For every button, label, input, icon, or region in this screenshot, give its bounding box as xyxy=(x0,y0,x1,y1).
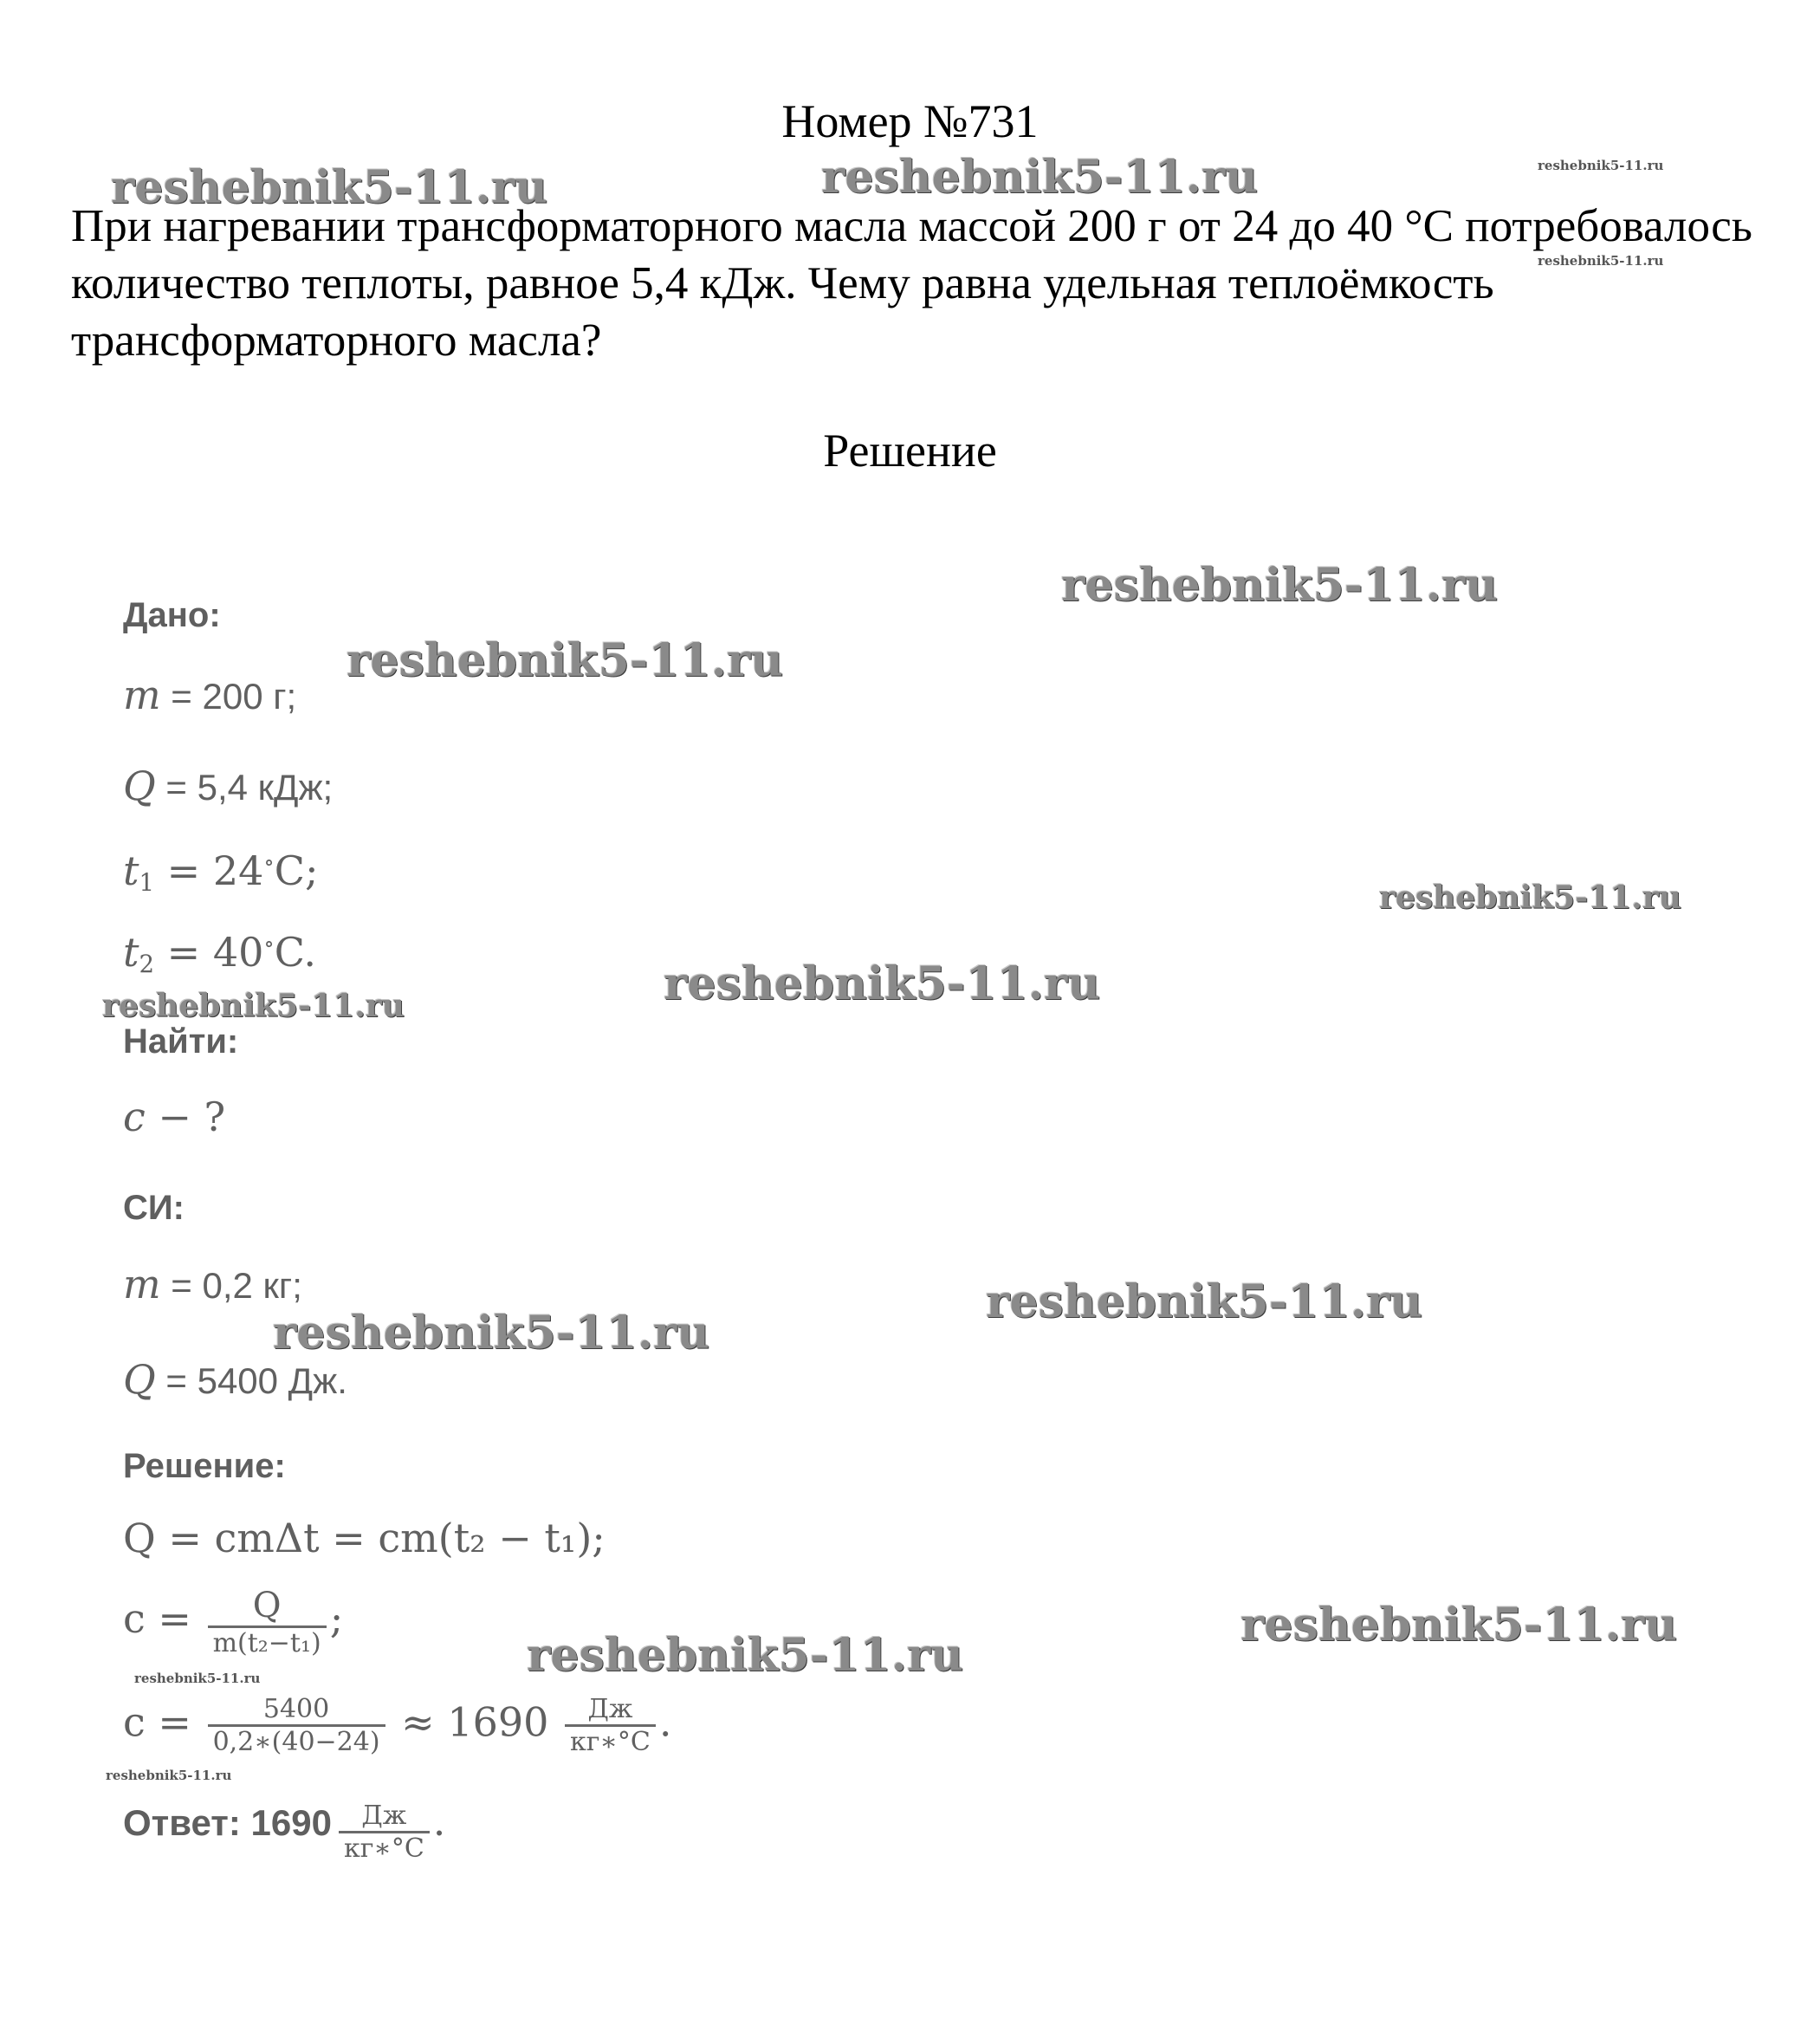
subscript-2: 2 xyxy=(139,949,155,978)
answer-unit-fraction xyxy=(339,1801,430,1864)
watermark: reshebnik5-11.ru xyxy=(821,151,1259,204)
given-heat-value: = 5,4 кДж; xyxy=(155,767,334,808)
unit-fraction xyxy=(565,1694,656,1757)
given-t2 xyxy=(123,929,316,978)
unit-numerator: Дж xyxy=(339,1801,430,1833)
watermark: reshebnik5-11.ru xyxy=(986,1275,1423,1328)
watermark: reshebnik5-11.ru xyxy=(1379,879,1681,916)
given-t1-value: = 24 xyxy=(154,847,264,894)
symbol-t: t xyxy=(123,929,139,976)
symbol-m: m xyxy=(123,1261,161,1307)
c-formula xyxy=(123,1586,343,1658)
answer-line xyxy=(123,1798,445,1864)
find-question: − ? xyxy=(145,1093,226,1140)
problem-statement: При нагревании трансформаторного масла массой 200 г от 24 до 40 °С потребовалось количество теплоты, равное 5,4 кДж. Чему равна удельная теплоёмкость трансформаторного масла? xyxy=(71,201,1752,366)
watermark: reshebnik5-11.ru xyxy=(664,957,1101,1010)
watermark: reshebnik5-11.ru xyxy=(1538,158,1664,173)
watermark: reshebnik5-11.ru xyxy=(1061,559,1499,612)
watermark: reshebnik5-11.ru xyxy=(1538,253,1664,269)
fraction-numerator: 5400 xyxy=(208,1694,385,1727)
given-heat xyxy=(123,762,333,809)
degree-sign: ∘ xyxy=(263,931,275,957)
unit-numerator: Дж xyxy=(565,1694,656,1727)
section-title: Решение xyxy=(823,425,997,477)
period: . xyxy=(432,1798,446,1845)
fraction-q-over-mdt xyxy=(208,1586,327,1658)
page-title: Номер №731 xyxy=(781,95,1039,147)
watermark: reshebnik5-11.ru xyxy=(347,634,784,687)
given-mass xyxy=(123,672,296,718)
watermark: reshebnik5-11.ru xyxy=(273,1307,710,1359)
unit-denominator: кг∗°C xyxy=(570,1727,651,1757)
subscript-1: 1 xyxy=(139,867,155,897)
watermark: reshebnik5-11.ru xyxy=(106,1768,232,1783)
si-label: СИ: xyxy=(123,1189,185,1227)
si-mass xyxy=(123,1261,302,1307)
solution-label: Решение: xyxy=(123,1447,286,1485)
degree-sign: ∘ xyxy=(263,849,275,875)
approx-result: ≈ 1690 xyxy=(388,1698,549,1746)
symbol-q: Q xyxy=(123,1356,156,1403)
c-equals: c = xyxy=(123,1595,191,1642)
symbol-t: t xyxy=(123,847,139,894)
given-t1-unit: C; xyxy=(274,847,319,894)
fraction-numerator: Q xyxy=(208,1586,327,1628)
watermark: reshebnik5-11.ru xyxy=(111,161,548,214)
watermark: reshebnik5-11.ru xyxy=(527,1629,964,1682)
fraction-denominator: 0,2∗(40−24) xyxy=(212,1727,380,1757)
answer-text: Ответ: 1690 xyxy=(123,1802,332,1843)
symbol-q: Q xyxy=(123,762,156,809)
given-label: Дано: xyxy=(123,596,221,634)
si-heat xyxy=(123,1356,347,1403)
given-t2-unit: C. xyxy=(274,929,316,976)
period: . xyxy=(658,1698,672,1746)
c-equals: c = xyxy=(123,1698,191,1746)
semicolon: ; xyxy=(329,1595,344,1642)
given-t1 xyxy=(123,847,319,897)
si-mass-value: = 0,2 кг; xyxy=(160,1265,302,1306)
fraction-numeric xyxy=(208,1694,385,1757)
c-calculation xyxy=(123,1694,671,1757)
find-label: Найти: xyxy=(123,1022,239,1061)
watermark: reshebnik5-11.ru xyxy=(102,988,405,1024)
si-heat-value: = 5400 Дж. xyxy=(155,1360,347,1401)
given-t2-value: = 40 xyxy=(154,929,264,976)
watermark: reshebnik5-11.ru xyxy=(1240,1599,1678,1651)
given-mass-value: = 200 г; xyxy=(160,676,297,717)
find-target xyxy=(123,1093,225,1140)
symbol-c: c xyxy=(123,1093,146,1140)
symbol-m: m xyxy=(123,672,161,718)
heat-formula: Q = cmΔt = cm(t₂ − t₁); xyxy=(123,1515,606,1561)
watermark: reshebnik5-11.ru xyxy=(134,1671,261,1686)
unit-denominator: кг∗°C xyxy=(343,1833,424,1864)
fraction-denominator: m(t₂−t₁) xyxy=(212,1628,321,1658)
